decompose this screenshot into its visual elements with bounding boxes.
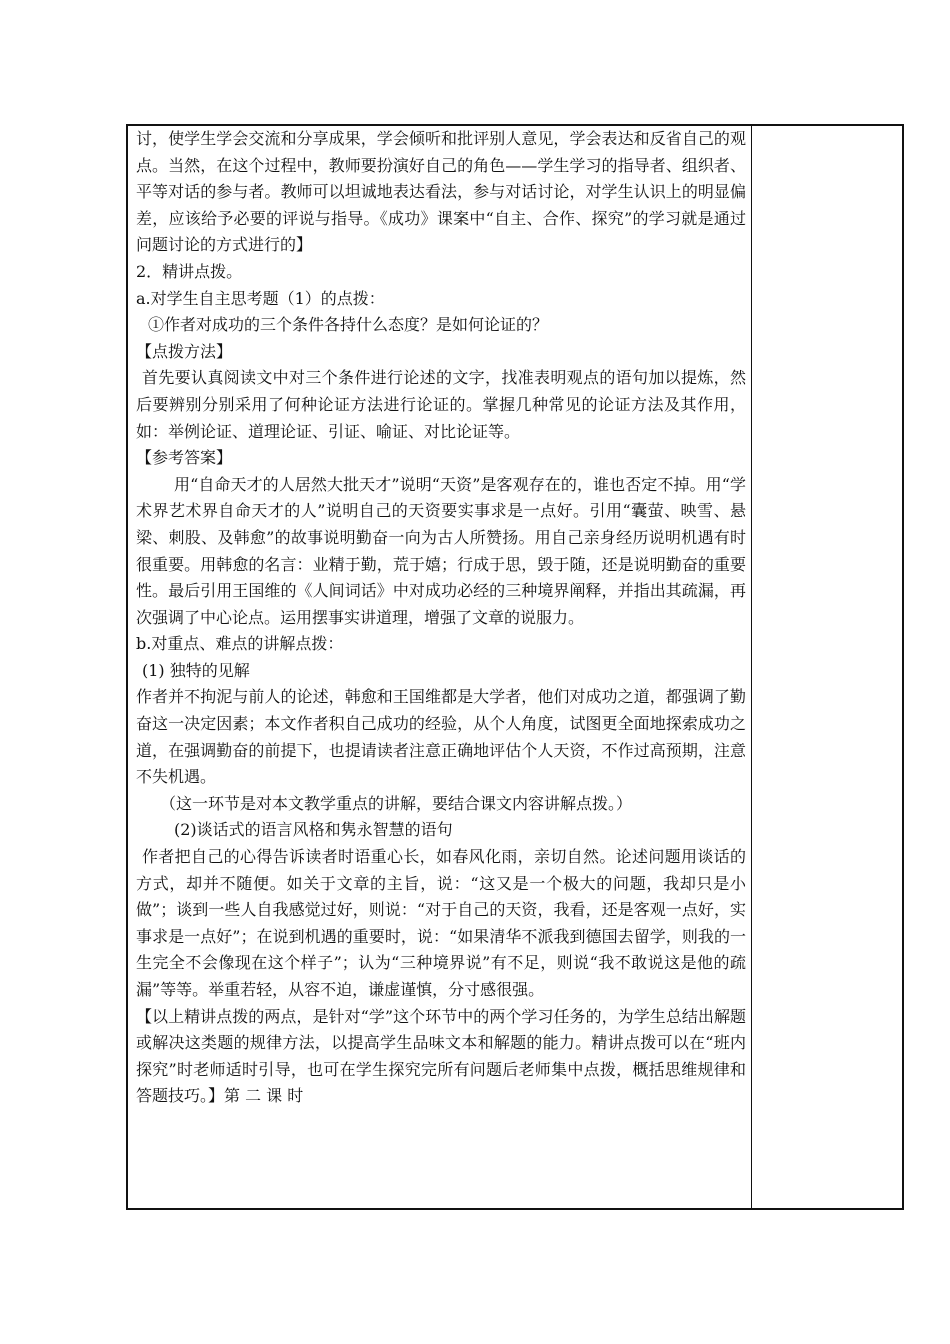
paragraph: 【以上精讲点拨的两点，是针对“学”这个环节中的两个学习任务的，为学生总结出解题或解决这类题的规律方法，以提高学生品味文本和解题的能力。精讲点拨可以在“班内探究”时老师适时引导，也可在学生探究完所有问题后老师集中点拨，概括思维规律和答题技巧。】第 二 课 时 xyxy=(136,1006,746,1106)
paragraph: a.对学生自主思考题（1）的点拨： xyxy=(136,288,385,308)
lesson-content-cell xyxy=(136,126,746,1110)
paragraph: 用“自命天才的人居然大批天才”说明“天资”是客观存在的，谁也否定不掉。用“学术界艺术界自命天才的人”说明自己的天资要实事求是一点好。引用“囊萤、映雪、悬梁、刺股、及韩愈”的故事说明勤奋一向为古人所赞扬。用自己亲身经历说明机遇有时很重要。用韩愈的名言：业精于勤，荒于嬉；行成于思，毁于随，还是说明勤奋的重要性。最后引用王国维的《人间词话》中对成功必经的三种境界阐释，并指出其疏漏，再次强调了中心论点。运用摆事实讲道理，增强了文章的说服力。 xyxy=(136,474,746,627)
paragraph: b.对重点、难点的讲解点拨： xyxy=(136,634,344,654)
paragraph: 【参考答案】 xyxy=(136,448,233,468)
paragraph: 首先要认真阅读文中对三个条件进行论述的文字，找准表明观点的语句加以提炼，然后要辨别分别采用了何种论证方法进行论证的。掌握几种常见的论证方法及其作用，如：举例论证、道理论证、引证、喻证、对比论证等。 xyxy=(136,368,746,441)
paragraph: 讨，使学生学会交流和分享成果，学会倾听和批评别人意见，学会表达和反省自己的观点。当然，在这个过程中，教师要扮演好自己的角色——学生学习的指导者、组织者、平等对话的参与者。教师可以坦诚地表达看法，参与对话讨论，对学生认识上的明显偏差，应该给予必要的评说与指导。《成功》课案中“自主、合作、探究”的学习就是通过问题讨论的方式进行的】 xyxy=(136,129,746,255)
paragraph: ①作者对成功的三个条件各持什么态度？是如何论证的？ xyxy=(148,315,549,335)
paragraph: 作者把自己的心得告诉读者时语重心长，如春风化雨，亲切自然。论述问题用谈话的方式，却并不随便。如关于文章的主旨，说：“这又是一个极大的问题，我却只是小做”；谈到一些人自我感觉过好，则说：“对于自己的天资，我看，还是客观一点好，实事求是一点好”；在说到机遇的重要时，说：“如果清华不派我到德国去留学，则我的一生完全不会像现在这个样子”；认为“三种境界说”有不足，则说“我不敢说这是他的疏漏”等等。举重若轻，从容不迫，谦虚谨慎，分寸感很强。 xyxy=(136,847,746,999)
notes-cell xyxy=(754,126,902,1208)
paragraph: (2)谈话式的语言风格和隽永智慧的语句 xyxy=(174,820,453,840)
paragraph: （这一环节是对本文教学重点的讲解，要结合课文内容讲解点拨。） xyxy=(160,793,633,813)
paragraph: 【点拨方法】 xyxy=(136,341,233,361)
paragraph: 2．精讲点拨。 xyxy=(136,261,243,281)
column-divider xyxy=(751,126,752,1208)
lesson-table xyxy=(126,124,904,1210)
paragraph: 作者并不拘泥与前人的论述，韩愈和王国维都是大学者，他们对成功之道，都强调了勤奋这一决定因素；本文作者积自己成功的经验，从个人角度，试图更全面地探索成功之道，在强调勤奋的前提下，也提请读者注意正确地评估个人天资，不作过高预期，注意不失机遇。 xyxy=(136,687,746,787)
paragraph: (1) 独特的见解 xyxy=(142,660,250,680)
